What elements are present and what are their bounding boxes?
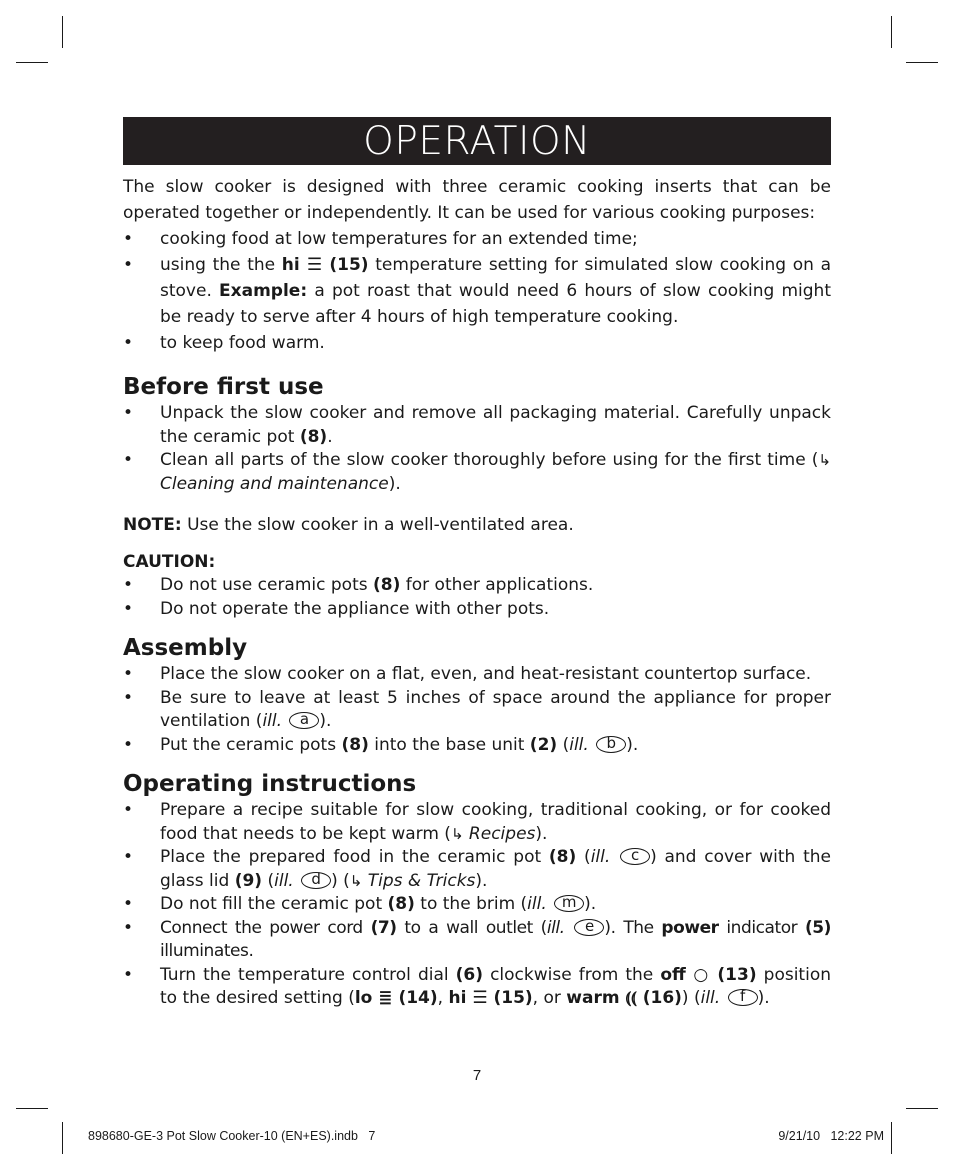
section-heading-operating-instructions: Operating instructions [123, 771, 417, 797]
cross-reference-arrow-icon: ↳ [818, 451, 831, 469]
cross-reference-arrow-icon: ↳ [450, 824, 464, 843]
crop-mark [906, 1108, 938, 1109]
list-item: • Do not operate the appliance with other pots. [123, 598, 831, 622]
crop-mark [62, 16, 63, 48]
document-body [123, 174, 831, 1011]
crop-mark [62, 1122, 63, 1154]
note: NOTE: Use the slow cooker in a well-ventilated area. [123, 515, 574, 535]
before-first-use-list [123, 402, 831, 496]
off-setting: off ○ (13) [660, 964, 757, 985]
intro-list [123, 226, 831, 356]
example-label: Example: [219, 281, 308, 301]
list-item: • Prepare a recipe suitable for slow cooking, traditional cooking, or for cooked food that needs to be kept warm (↳ Recipes). [123, 799, 831, 846]
hi-setting: hi ☰ (15) [281, 255, 369, 275]
illustration-ref-f: f [728, 989, 758, 1006]
section-heading-before-first-use: Before first use [123, 374, 324, 400]
footer-file-info: 898680-GE-3 Pot Slow Cooker-10 (EN+ES).indb 7 [88, 1129, 376, 1143]
illustration-ref-a: a [289, 712, 319, 729]
illustration-ref-b: b [596, 736, 626, 753]
list-item: • Turn the temperature control dial (6) clockwise from the off ○ (13) position to the desired setting (lo ≣ (14), hi ☰ (15), or warm ⦅⦅ (16)) (ill. f ). [123, 964, 831, 1011]
crop-mark [16, 62, 48, 63]
illustration-ref-d: d [301, 872, 331, 889]
illustration-ref-m: m [554, 895, 584, 912]
illustration-ref-e: e [574, 919, 604, 936]
list-item: • Do not use ceramic pots (8) for other applications. [123, 574, 831, 598]
list-item: • cooking food at low temperatures for an extended time; [123, 226, 831, 252]
list-item: • to keep food warm. [123, 330, 831, 356]
list-item: • Be sure to leave at least 5 inches of space around the appliance for proper ventilation (ill. a ). [123, 687, 831, 734]
page-number: 7 [472, 1067, 482, 1084]
section-heading-assembly: Assembly [123, 635, 248, 661]
list-item: • Clean all parts of the slow cooker thoroughly before using for the first time (↳ Cleaning and maintenance). [123, 449, 831, 496]
crop-mark [891, 1122, 892, 1154]
lo-setting: lo ≣ (14) [354, 988, 438, 1008]
intro-paragraph: The slow cooker is designed with three ceramic cooking inserts that can be operated together or independently. It can be used for various cooking purposes: [123, 177, 831, 223]
list-item: • Do not fill the ceramic pot (8) to the brim (ill. m ). [123, 893, 831, 917]
caution-heading: CAUTION: [123, 552, 216, 572]
list-item: • Put the ceramic pots (8) into the base unit (2) (ill. b ). [123, 734, 831, 758]
caution-list [123, 574, 831, 621]
crop-mark [16, 1108, 48, 1109]
hi-setting: hi ☰ (15) [448, 988, 533, 1008]
list-item: • Connect the power cord (7) to a wall outlet (ill. e ). The power indicator (5) illuminates. [123, 917, 831, 964]
illustration-ref-c: c [620, 848, 650, 865]
crop-mark [891, 16, 892, 48]
list-item: • using the the hi ☰ (15) temperature setting for simulated slow cooking on a stove. Example: a pot roast that would need 6 hours of slow cooking might be ready to serve after 4 hours of high temperature cooking. [123, 252, 831, 330]
cross-reference-arrow-icon: ↳ [349, 871, 363, 890]
footer-timestamp: 9/21/10 12:22 PM [778, 1129, 884, 1143]
warm-setting: warm ⦅⦅ (16) [566, 988, 682, 1008]
list-item: • Place the slow cooker on a flat, even, and heat-resistant countertop surface. [123, 663, 831, 687]
page-title: OPERATION [123, 117, 831, 165]
list-item: • Place the prepared food in the ceramic pot (8) (ill. c ) and cover with the glass lid (9) (ill. d ) (↳ Tips & Tricks). [123, 846, 831, 893]
list-item: • Unpack the slow cooker and remove all packaging material. Carefully unpack the ceramic pot (8). [123, 402, 831, 449]
operating-list [123, 799, 831, 1011]
assembly-list [123, 663, 831, 757]
crop-mark [906, 62, 938, 63]
